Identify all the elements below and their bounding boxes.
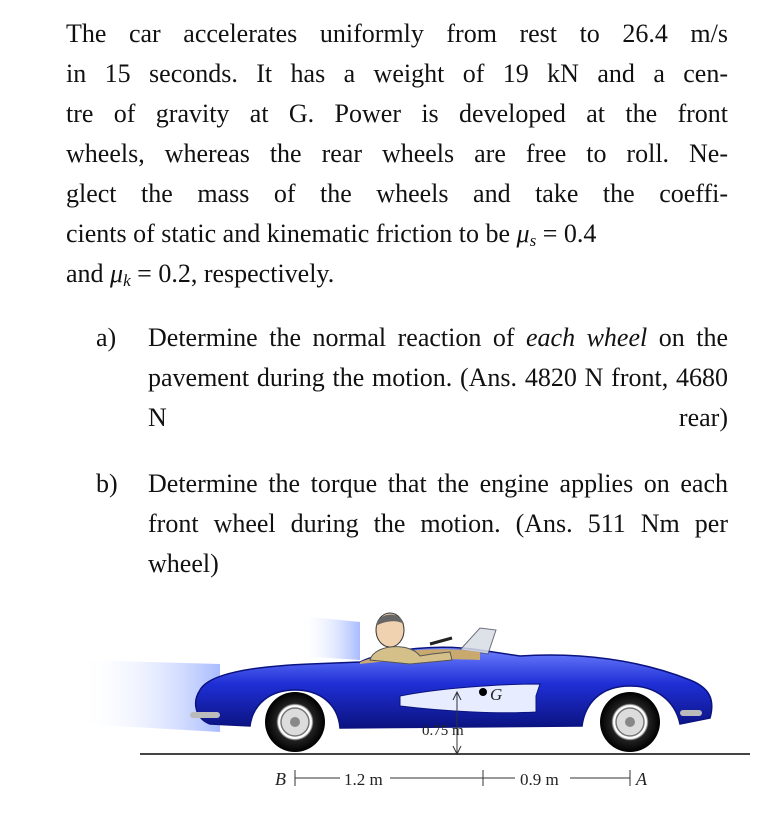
mu-s-symbol: μ <box>516 219 530 248</box>
mu-k-value: = 0.2, respectively. <box>130 259 335 288</box>
problem-line: glect the mass of the wheels and take the coeffi- <box>66 179 728 208</box>
part-a-label: a) <box>96 323 117 352</box>
center-of-gravity-marker <box>479 688 487 696</box>
mu-s-value: = 0.4 <box>536 219 597 248</box>
problem-line: cients of static and kinematic friction to be $\mu_s = 0.4$ <box>66 219 597 250</box>
front-wheel <box>600 692 660 752</box>
label-A: A <box>636 769 647 789</box>
part-b-label: b) <box>96 469 118 498</box>
front-bumper <box>680 710 702 716</box>
part-b <box>96 464 728 584</box>
problem-line: tre of gravity at G. Power is developed at the front <box>66 99 728 128</box>
rear-bumper <box>190 712 220 718</box>
part-b-text: Determine the torque that the engine applies on each front wheel during the motion. (Ans. 511 Nm per wheel) <box>148 469 728 578</box>
speed-blur-upper <box>300 616 360 660</box>
car-figure <box>60 600 760 822</box>
problem-statement <box>66 14 728 294</box>
part-a-emphasis: each wheel <box>526 323 648 352</box>
label-G: G <box>490 685 503 704</box>
part-a: a) Determine the normal reaction of each wheel on the pavement during the motion. (Ans. 4820 N front, 4680 N rear) <box>96 318 728 438</box>
label-B: B <box>275 769 286 789</box>
dim-height-label: 0.75 m <box>422 723 464 739</box>
mu-k-subscript: k <box>123 271 131 290</box>
driver <box>370 613 452 664</box>
problem-line: in 15 seconds. It has a weight of 19 kN and a cen- <box>66 59 728 88</box>
windshield <box>460 628 496 654</box>
dim-rear-label: 1.2 m <box>344 770 383 789</box>
question-parts <box>96 318 728 610</box>
mu-k-symbol: μ <box>110 259 124 288</box>
problem-line: wheels, whereas the rear wheels are free to roll. Ne- <box>66 139 728 168</box>
rear-wheel <box>265 692 325 752</box>
problem-line: and $\mu_k = 0.2$, respectively. <box>66 259 335 290</box>
car-diagram <box>60 600 760 822</box>
mu-s-subscript: s <box>529 231 537 250</box>
dim-front-label: 0.9 m <box>520 770 559 789</box>
problem-line: The car accelerates uniformly from rest to 26.4 m/s <box>66 19 728 48</box>
